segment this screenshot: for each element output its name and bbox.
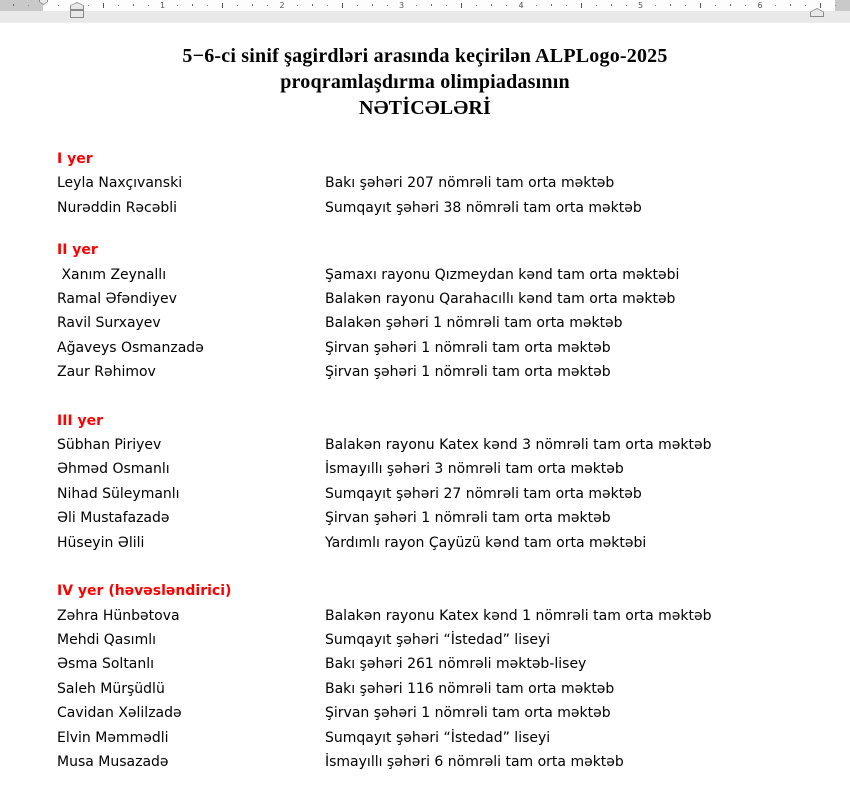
ruler-tick (133, 4, 134, 6)
school-name: Sumqayıt şəhəri “İstedad” liseyi (325, 729, 551, 746)
section-heading: II yer (57, 242, 98, 259)
school-name: Bakı şəhəri 261 nömrəli məktəb-lisey (325, 656, 587, 673)
school-name: Şirvan şəhəri 1 nömrəli tam orta məktəb (325, 510, 611, 527)
ruler-tick (312, 4, 313, 6)
ruler-tick (611, 4, 612, 6)
ruler-right-margin-zone (835, 0, 850, 11)
student-name: Zəhra Hünbətova (57, 607, 180, 624)
table-row (57, 287, 850, 311)
ruler-tick (700, 3, 701, 8)
table-row (57, 360, 850, 384)
document-title (0, 43, 850, 121)
ruler-tick (715, 5, 716, 6)
student-name: Nurəddin Rəcəbli (57, 199, 178, 216)
school-name: Balakən rayonu Katex kənd 3 nömrəli tam orta məktəb (325, 437, 712, 454)
ruler-tick (581, 3, 582, 8)
ruler-number: 6 (757, 1, 763, 10)
ruler-tick (237, 5, 238, 6)
section-rows (57, 604, 850, 775)
student-name: Musa Musazadə (57, 753, 169, 770)
ruler-tick (506, 5, 507, 6)
ruler-tick (551, 4, 552, 6)
ruler-number: 4 (518, 1, 524, 10)
table-row (57, 701, 850, 725)
horizontal-ruler[interactable] (0, 0, 850, 11)
ruler-number: 1 (159, 1, 166, 10)
student-name: Ramal Əfəndiyev (57, 291, 177, 308)
school-name: Sumqayıt şəhəri “İstedad” liseyi (325, 631, 551, 648)
title-line-1: 5−6-ci sinif şagirdləri arasında keçirilən ALPLogo-2025 (182, 45, 668, 67)
ruler-tick (177, 5, 178, 6)
ruler-tick (790, 4, 791, 6)
student-name: Sübhan Piriyev (57, 437, 162, 454)
ruler-tick (28, 5, 29, 6)
school-name: Balakən rayonu Qarahacıllı kənd tam orta məktəb (325, 291, 676, 308)
table-row (57, 604, 850, 628)
result-section (57, 147, 850, 220)
result-section (57, 579, 850, 774)
ruler-lower-band (0, 11, 850, 23)
ruler-tick (252, 4, 253, 6)
table-row (57, 652, 850, 676)
ruler-tick (626, 5, 627, 6)
section-rows (57, 263, 850, 385)
section-heading: III yer (57, 412, 104, 429)
table-row (57, 457, 850, 481)
school-name: Yardımlı rayon Çayüzü kənd tam orta məktəbi (325, 534, 647, 551)
ruler-number: 3 (398, 1, 405, 10)
ruler-tick (461, 3, 462, 8)
ruler-tick (222, 3, 223, 8)
ruler-tick (536, 5, 537, 6)
student-name: Mehdi Qasımlı (57, 631, 156, 648)
ruler-tick (566, 5, 567, 6)
student-name: Əli Mustafazadə (57, 510, 170, 527)
student-name: Elvin Məmmədli (57, 729, 169, 746)
document-page (0, 22, 850, 774)
student-name: Cavidan Xəlilzadə (57, 705, 182, 722)
ruler-tick (491, 4, 492, 6)
ruler-tick (416, 5, 417, 6)
ruler-tick (103, 3, 104, 8)
ruler-number: 2 (279, 1, 285, 10)
ruler-left-margin-zone (0, 0, 43, 11)
student-name: Əsma Soltanlı (57, 656, 155, 673)
ruler-tick (745, 5, 746, 6)
ruler-tick (775, 5, 776, 6)
student-name: Zaur Rəhimov (57, 364, 156, 381)
ruler-tick (596, 5, 597, 6)
ruler-tick (297, 5, 298, 6)
student-name: Nihad Süleymanlı (57, 485, 180, 502)
result-section (57, 238, 850, 384)
section-heading: I yer (57, 151, 93, 167)
student-name: Saleh Mürşüdlü (57, 680, 165, 697)
ruler-tick (835, 5, 836, 6)
ruler-tick (655, 5, 656, 6)
left-indent-marker[interactable] (70, 10, 84, 18)
table-row (57, 263, 850, 287)
section-rows (57, 171, 850, 220)
ruler-tick (148, 5, 149, 6)
ruler-tick (372, 4, 373, 6)
table-row (57, 677, 850, 701)
student-name: Ağaveys Osmanzadə (57, 339, 204, 356)
ruler-tick (685, 5, 686, 6)
ruler-tick (431, 4, 432, 6)
ruler-number: 5 (637, 1, 644, 10)
ruler-tick (192, 4, 193, 6)
title-line-3: NƏTİCƏLƏRİ (359, 97, 491, 119)
table-row (57, 196, 850, 220)
student-name: Ravil Surxayev (57, 315, 161, 332)
table-row (57, 531, 850, 555)
school-name: Şirvan şəhəri 1 nömrəli tam orta məktəb (325, 364, 611, 381)
student-name: Hüseyin Əlili (57, 534, 145, 551)
table-row (57, 171, 850, 195)
table-row (57, 336, 850, 360)
ruler-tick (476, 5, 477, 6)
student-name: Leyla Naxçıvanski (57, 175, 183, 192)
ruler-tick (730, 4, 731, 6)
school-name: Bakı şəhəri 116 nömrəli tam orta məktəb (325, 680, 615, 697)
ruler-tick (267, 5, 268, 6)
ruler-tick (670, 4, 671, 6)
title-line-2: proqramlaşdırma olimpiadasının (280, 71, 570, 93)
school-name: İsmayıllı şəhəri 6 nömrəli tam orta məktəb (325, 753, 624, 770)
school-name: Sumqayıt şəhəri 38 nömrəli tam orta məktəb (325, 199, 642, 216)
table-row (57, 506, 850, 530)
result-section (57, 409, 850, 555)
student-name: Əhməd Osmanlı (57, 461, 170, 478)
school-name: Sumqayıt şəhəri 27 nömrəli tam orta məktəb (325, 485, 642, 502)
ruler-tick (118, 5, 119, 6)
ruler-tick (88, 5, 89, 6)
ruler-tick (805, 5, 806, 6)
ruler-tick (446, 5, 447, 6)
section-heading: IV yer (həvəsləndirici) (57, 583, 232, 600)
results-list (0, 147, 850, 774)
school-name: Şamaxı rayonu Qızmeydan kənd tam orta məktəbi (325, 266, 680, 283)
table-row (57, 628, 850, 652)
ruler-tick (357, 5, 358, 6)
school-name: İsmayıllı şəhəri 3 nömrəli tam orta məktəb (325, 461, 624, 478)
table-row (57, 750, 850, 774)
school-name: Balakən şəhəri 1 nömrəli tam orta məktəb (325, 315, 623, 332)
hanging-indent-marker[interactable] (70, 2, 84, 10)
ruler-tick (207, 5, 208, 6)
table-row (57, 433, 850, 457)
ruler-tick (58, 5, 59, 6)
table-row (57, 311, 850, 335)
ruler-tick (342, 3, 343, 8)
ruler-tick (387, 5, 388, 6)
school-name: Balakən rayonu Katex kənd 1 nömrəli tam orta məktəb (325, 607, 712, 624)
table-row (57, 482, 850, 506)
ruler-tick (327, 5, 328, 6)
table-row (57, 726, 850, 750)
school-name: Şirvan şəhəri 1 nömrəli tam orta məktəb (325, 705, 611, 722)
first-line-indent-marker[interactable] (39, 0, 48, 5)
school-name: Bakı şəhəri 207 nömrəli tam orta məktəb (325, 175, 615, 192)
ruler-tick (13, 4, 14, 6)
section-rows (57, 433, 850, 555)
school-name: Şirvan şəhəri 1 nömrəli tam orta məktəb (325, 339, 611, 356)
right-indent-marker[interactable] (810, 8, 824, 17)
student-name: Xanım Zeynallı (57, 266, 167, 283)
